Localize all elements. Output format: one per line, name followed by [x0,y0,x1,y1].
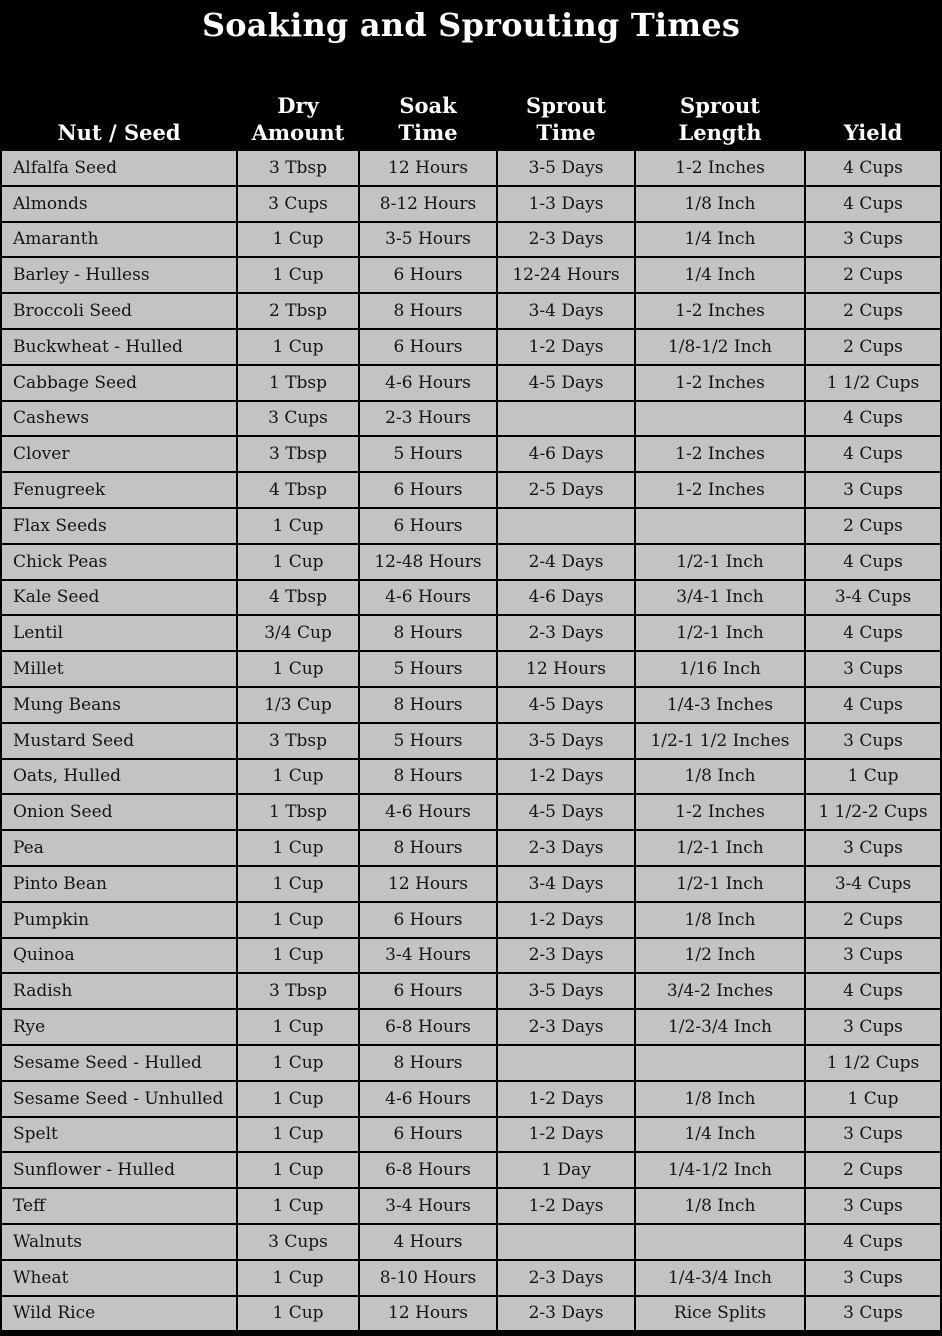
cell-nut-seed: Pumpkin [2,903,236,937]
cell-sprout-length: 1/2-3/4 Inch [636,1010,804,1044]
cell-yield: 4 Cups [806,1225,940,1259]
cell-nut-seed: Oats, Hulled [2,760,236,794]
table-row [2,1225,940,1259]
cell-dry-amount: 3/4 Cup [238,616,358,650]
cell-sprout-length: 1/2-1 Inch [636,831,804,865]
cell-yield: 3 Cups [806,939,940,973]
cell-nut-seed: Amaranth [2,223,236,257]
table-row [2,903,940,937]
table-row [2,330,940,364]
cell-nut-seed: Sunflower - Hulled [2,1153,236,1187]
cell-sprout-length: 1/4-3 Inches [636,688,804,722]
cell-sprout-time: 2-3 Days [498,616,634,650]
cell-sprout-length: 1-2 Inches [636,437,804,471]
cell-sprout-length [636,402,804,436]
table-row [2,1297,940,1331]
cell-dry-amount: 1 Cup [238,330,358,364]
cell-yield: 3 Cups [806,1261,940,1295]
cell-yield: 2 Cups [806,509,940,543]
cell-dry-amount: 1 Cup [238,939,358,973]
cell-sprout-time: 3-5 Days [498,151,634,185]
cell-yield: 4 Cups [806,545,940,579]
cell-sprout-time: 2-5 Days [498,473,634,507]
column-header-line2: Time [536,120,596,145]
cell-sprout-time: 1-2 Days [498,1082,634,1116]
cell-nut-seed: Clover [2,437,236,471]
column-header-line2: Amount [251,120,345,145]
cell-soak-time: 3-4 Hours [360,939,496,973]
cell-sprout-length: 1/4 Inch [636,1118,804,1152]
cell-nut-seed: Pinto Bean [2,867,236,901]
cell-sprout-time: 1-2 Days [498,760,634,794]
cell-sprout-length: 1/4 Inch [636,258,804,292]
cell-dry-amount: 3 Tbsp [238,724,358,758]
cell-sprout-time: 4-5 Days [498,366,634,400]
cell-soak-time: 6 Hours [360,473,496,507]
cell-sprout-time: 3-4 Days [498,294,634,328]
table-row [2,223,940,257]
cell-nut-seed: Fenugreek [2,473,236,507]
cell-yield: 3 Cups [806,473,940,507]
sprouting-table [0,84,942,1332]
cell-sprout-length [636,1046,804,1080]
column-header-line1: Dry [277,93,319,118]
table-row [2,151,940,185]
cell-sprout-length: 1-2 Inches [636,294,804,328]
cell-sprout-length: 1/8 Inch [636,903,804,937]
cell-yield: 3 Cups [806,652,940,686]
cell-soak-time: 6 Hours [360,509,496,543]
table-row [2,187,940,221]
table-row [2,867,940,901]
cell-yield: 3 Cups [806,1189,940,1223]
cell-sprout-length: 1-2 Inches [636,366,804,400]
cell-soak-time: 5 Hours [360,724,496,758]
table-row [2,795,940,829]
column-header-line1: Sprout [680,93,760,118]
cell-soak-time: 3-5 Hours [360,223,496,257]
table-row [2,760,940,794]
cell-soak-time: 4-6 Hours [360,581,496,615]
cell-dry-amount: 3 Cups [238,1225,358,1259]
cell-soak-time: 4-6 Hours [360,366,496,400]
column-header-line2: Time [398,120,458,145]
cell-dry-amount: 1 Cup [238,1010,358,1044]
cell-sprout-length: 1/4-1/2 Inch [636,1153,804,1187]
cell-dry-amount: 1 Tbsp [238,795,358,829]
cell-sprout-time: 1-2 Days [498,330,634,364]
cell-sprout-length: 3/4-1 Inch [636,581,804,615]
cell-soak-time: 5 Hours [360,652,496,686]
cell-sprout-length: 1-2 Inches [636,151,804,185]
cell-sprout-length: 1/2 Inch [636,939,804,973]
table-row [2,366,940,400]
cell-dry-amount: 1 Cup [238,867,358,901]
page-title: Soaking and Sprouting Times [201,6,741,44]
table-row [2,509,940,543]
cell-sprout-time: 2-3 Days [498,223,634,257]
cell-sprout-length: 1/2-1 Inch [636,867,804,901]
cell-soak-time: 12 Hours [360,867,496,901]
cell-soak-time: 4-6 Hours [360,795,496,829]
cell-soak-time: 8 Hours [360,688,496,722]
cell-dry-amount: 3 Tbsp [238,437,358,471]
cell-soak-time: 12-48 Hours [360,545,496,579]
cell-nut-seed: Mung Beans [2,688,236,722]
cell-sprout-time: 3-4 Days [498,867,634,901]
cell-sprout-time: 1-3 Days [498,187,634,221]
cell-soak-time: 6 Hours [360,330,496,364]
cell-nut-seed: Walnuts [2,1225,236,1259]
table-row [2,1189,940,1223]
cell-soak-time: 8 Hours [360,616,496,650]
cell-yield: 3 Cups [806,1118,940,1152]
cell-dry-amount: 1 Cup [238,1118,358,1152]
cell-sprout-length: 1-2 Inches [636,795,804,829]
cell-dry-amount: 1 Cup [238,1261,358,1295]
cell-yield: 2 Cups [806,294,940,328]
cell-yield: 2 Cups [806,330,940,364]
cell-dry-amount: 3 Cups [238,187,358,221]
cell-soak-time: 6-8 Hours [360,1153,496,1187]
table-header [2,86,940,149]
cell-yield: 4 Cups [806,688,940,722]
cell-dry-amount: 1 Cup [238,509,358,543]
cell-sprout-length: 1/8 Inch [636,760,804,794]
cell-yield: 1 1/2-2 Cups [806,795,940,829]
cell-dry-amount: 1 Cup [238,760,358,794]
cell-soak-time: 6 Hours [360,903,496,937]
cell-sprout-length: 1/4 Inch [636,223,804,257]
table-row [2,688,940,722]
cell-nut-seed: Onion Seed [2,795,236,829]
table-row [2,1261,940,1295]
cell-nut-seed: Rye [2,1010,236,1044]
cell-sprout-time: 2-3 Days [498,1261,634,1295]
cell-sprout-length: Rice Splits [636,1297,804,1331]
cell-soak-time: 4-6 Hours [360,1082,496,1116]
table-row [2,974,940,1008]
column-header-line1: Soak [399,93,457,118]
cell-sprout-length: 1/4-3/4 Inch [636,1261,804,1295]
cell-sprout-time [498,402,634,436]
cell-dry-amount: 1 Cup [238,258,358,292]
cell-yield: 2 Cups [806,903,940,937]
cell-nut-seed: Broccoli Seed [2,294,236,328]
table-row [2,545,940,579]
column-header-line2: Length [678,120,762,145]
cell-sprout-time: 3-5 Days [498,974,634,1008]
cell-nut-seed: Teff [2,1189,236,1223]
cell-sprout-length: 1-2 Inches [636,473,804,507]
cell-yield: 4 Cups [806,402,940,436]
cell-yield: 3 Cups [806,724,940,758]
table-row [2,402,940,436]
cell-yield: 2 Cups [806,1153,940,1187]
cell-nut-seed: Kale Seed [2,581,236,615]
cell-soak-time: 8-10 Hours [360,1261,496,1295]
cell-sprout-time: 12-24 Hours [498,258,634,292]
cell-nut-seed: Flax Seeds [2,509,236,543]
cell-soak-time: 12 Hours [360,1297,496,1331]
table-row [2,473,940,507]
cell-soak-time: 5 Hours [360,437,496,471]
cell-sprout-time: 2-3 Days [498,1297,634,1331]
column-header-nut-seed [2,86,236,149]
cell-soak-time: 8 Hours [360,760,496,794]
column-header-line2: Yield [843,120,903,145]
cell-sprout-time: 1-2 Days [498,1189,634,1223]
cell-yield: 3 Cups [806,1010,940,1044]
cell-soak-time: 4 Hours [360,1225,496,1259]
table-row [2,258,940,292]
cell-soak-time: 8 Hours [360,1046,496,1080]
cell-dry-amount: 3 Cups [238,402,358,436]
cell-sprout-time: 1-2 Days [498,1118,634,1152]
column-header-sprout-time [498,86,634,149]
cell-dry-amount: 1 Tbsp [238,366,358,400]
cell-sprout-time [498,509,634,543]
table-body [2,151,940,1330]
cell-dry-amount: 3 Tbsp [238,974,358,1008]
cell-soak-time: 12 Hours [360,151,496,185]
cell-dry-amount: 1 Cup [238,831,358,865]
cell-dry-amount: 1 Cup [238,1153,358,1187]
column-header-yield [806,86,940,149]
cell-yield: 3-4 Cups [806,867,940,901]
cell-sprout-length [636,1225,804,1259]
cell-dry-amount: 1 Cup [238,545,358,579]
cell-yield: 1 Cup [806,1082,940,1116]
cell-sprout-length: 1/16 Inch [636,652,804,686]
cell-nut-seed: Radish [2,974,236,1008]
cell-yield: 1 1/2 Cups [806,366,940,400]
column-header-soak-time [360,86,496,149]
cell-soak-time: 8 Hours [360,294,496,328]
cell-sprout-length: 1/2-1 1/2 Inches [636,724,804,758]
cell-nut-seed: Mustard Seed [2,724,236,758]
table-row [2,1082,940,1116]
cell-nut-seed: Cabbage Seed [2,366,236,400]
table-row [2,616,940,650]
cell-yield: 1 Cup [806,760,940,794]
cell-soak-time: 8-12 Hours [360,187,496,221]
cell-dry-amount: 1 Cup [238,1082,358,1116]
cell-dry-amount: 4 Tbsp [238,473,358,507]
column-header-dry-amount [238,86,358,149]
cell-dry-amount: 2 Tbsp [238,294,358,328]
column-header-line1: Sprout [526,93,606,118]
cell-nut-seed: Wild Rice [2,1297,236,1331]
table-row [2,294,940,328]
cell-yield: 3 Cups [806,223,940,257]
cell-sprout-time: 2-3 Days [498,1010,634,1044]
cell-yield: 3 Cups [806,1297,940,1331]
cell-nut-seed: Pea [2,831,236,865]
cell-soak-time: 6 Hours [360,1118,496,1152]
cell-dry-amount: 1/3 Cup [238,688,358,722]
cell-yield: 3-4 Cups [806,581,940,615]
cell-yield: 2 Cups [806,258,940,292]
cell-yield: 4 Cups [806,151,940,185]
cell-sprout-time: 3-5 Days [498,724,634,758]
cell-sprout-time: 2-3 Days [498,831,634,865]
cell-sprout-time [498,1046,634,1080]
cell-sprout-time: 4-6 Days [498,581,634,615]
cell-nut-seed: Chick Peas [2,545,236,579]
cell-nut-seed: Almonds [2,187,236,221]
cell-sprout-length: 1/8 Inch [636,187,804,221]
cell-dry-amount: 3 Tbsp [238,151,358,185]
table-row [2,1118,940,1152]
cell-soak-time: 6 Hours [360,974,496,1008]
cell-sprout-time [498,1225,634,1259]
cell-soak-time: 2-3 Hours [360,402,496,436]
table-row [2,939,940,973]
column-header-sprout-length [636,86,804,149]
cell-nut-seed: Sesame Seed - Hulled [2,1046,236,1080]
cell-sprout-time: 1 Day [498,1153,634,1187]
cell-sprout-length: 1/8 Inch [636,1082,804,1116]
table-row [2,652,940,686]
table-row [2,1046,940,1080]
cell-yield: 4 Cups [806,974,940,1008]
cell-sprout-time: 2-4 Days [498,545,634,579]
cell-dry-amount: 1 Cup [238,1189,358,1223]
cell-nut-seed: Spelt [2,1118,236,1152]
cell-sprout-length: 3/4-2 Inches [636,974,804,1008]
cell-nut-seed: Wheat [2,1261,236,1295]
cell-nut-seed: Millet [2,652,236,686]
column-header-line2: Nut / Seed [57,120,181,145]
cell-nut-seed: Cashews [2,402,236,436]
table-row [2,1010,940,1044]
cell-dry-amount: 4 Tbsp [238,581,358,615]
cell-soak-time: 6-8 Hours [360,1010,496,1044]
cell-sprout-time: 4-6 Days [498,437,634,471]
header-row [2,86,940,149]
table-row [2,724,940,758]
cell-sprout-time: 2-3 Days [498,939,634,973]
table-row [2,1153,940,1187]
cell-sprout-length: 1/2-1 Inch [636,545,804,579]
cell-dry-amount: 1 Cup [238,903,358,937]
cell-yield: 1 1/2 Cups [806,1046,940,1080]
cell-sprout-length: 1/8 Inch [636,1189,804,1223]
cell-nut-seed: Barley - Hulless [2,258,236,292]
cell-yield: 3 Cups [806,831,940,865]
cell-nut-seed: Sesame Seed - Unhulled [2,1082,236,1116]
cell-sprout-length: 1/8-1/2 Inch [636,330,804,364]
table-row [2,831,940,865]
cell-sprout-length [636,509,804,543]
cell-yield: 4 Cups [806,616,940,650]
cell-nut-seed: Buckwheat - Hulled [2,330,236,364]
cell-nut-seed: Alfalfa Seed [2,151,236,185]
cell-dry-amount: 1 Cup [238,1046,358,1080]
cell-sprout-time: 4-5 Days [498,688,634,722]
table-row [2,581,940,615]
cell-sprout-time: 1-2 Days [498,903,634,937]
cell-nut-seed: Quinoa [2,939,236,973]
cell-soak-time: 3-4 Hours [360,1189,496,1223]
cell-yield: 4 Cups [806,437,940,471]
cell-sprout-time: 12 Hours [498,652,634,686]
cell-dry-amount: 1 Cup [238,652,358,686]
cell-soak-time: 8 Hours [360,831,496,865]
cell-yield: 4 Cups [806,187,940,221]
cell-sprout-time: 4-5 Days [498,795,634,829]
cell-nut-seed: Lentil [2,616,236,650]
cell-soak-time: 6 Hours [360,258,496,292]
cell-dry-amount: 1 Cup [238,223,358,257]
cell-dry-amount: 1 Cup [238,1297,358,1331]
table-row [2,437,940,471]
cell-sprout-length: 1/2-1 Inch [636,616,804,650]
